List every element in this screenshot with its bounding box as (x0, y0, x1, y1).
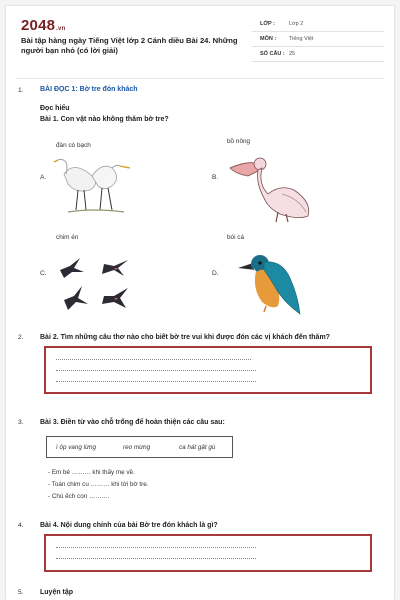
question-number: 3. (18, 419, 24, 426)
site-logo[interactable]: 2048.vn (21, 17, 66, 34)
option-c-label: chim én (56, 234, 79, 241)
question-text: Bài 4. Nội dung chính của bài Bờ tre đón khách là gì? (40, 522, 218, 529)
section-title[interactable]: BÀI ĐỌC 1: Bờ tre đón khách (40, 86, 138, 93)
page-title: Bài tập hàng ngày Tiếng Việt lớp 2 Cánh diều Bài 24. Những người bạn nhỏ (có lời giải) (21, 36, 238, 55)
word-option: ì ộp vang lừng (56, 444, 97, 451)
section-title: Luyện tập (40, 589, 74, 596)
meta-label: LỚP : (260, 21, 275, 27)
word-option: reo mừng (123, 444, 151, 451)
egret-icon (54, 154, 134, 216)
meta-row-count (252, 48, 384, 62)
meta-row-subject (252, 33, 384, 47)
question-text: Bài 3. Điền từ vào chỗ trống để hoàn thiện các câu sau: (40, 419, 225, 426)
meta-label: MÔN : (260, 36, 277, 42)
pelican-icon (228, 154, 320, 224)
meta-value: 25 (289, 51, 296, 57)
option-b-label: bồ nông (227, 138, 251, 145)
option-d-label: bói cá (227, 234, 245, 241)
option-a-label: đàn cò bạch (56, 142, 91, 149)
option-c-letter[interactable]: C. (40, 270, 47, 277)
answer-line (56, 359, 251, 360)
header-divider (16, 78, 384, 79)
answer-line (56, 547, 256, 548)
meta-value: Lớp 2 (289, 21, 304, 27)
question-number: 1. (18, 87, 24, 94)
answer-line (56, 370, 256, 371)
question-text: Bài 1. Con vật nào không thăm bờ tre? (40, 116, 169, 123)
question-number: 4. (18, 522, 24, 529)
question-text: Bài 2. Tìm những câu thơ nào cho biết bờ tre vui khi được đón các vị khách đến thăm? (40, 334, 330, 341)
reading-subtitle: Đọc hiểu (40, 105, 70, 112)
worksheet-page (6, 6, 394, 600)
swallows-icon (58, 256, 132, 312)
meta-row-class (252, 18, 384, 32)
option-b-letter[interactable]: B. (212, 174, 219, 181)
answer-line (56, 558, 256, 559)
fill-sentence: - Chú ếch con ………. (48, 493, 110, 500)
word-bank (46, 436, 233, 458)
answer-line (56, 381, 256, 382)
kingfisher-icon (238, 248, 304, 316)
answer-box[interactable] (44, 534, 372, 572)
option-a-letter[interactable]: A. (40, 174, 47, 181)
question-number: 5. (18, 589, 24, 596)
answer-box[interactable] (44, 346, 372, 394)
option-d-letter[interactable]: D. (212, 270, 219, 277)
meta-value: Tiếng Việt (289, 36, 314, 42)
question-number: 2. (18, 334, 24, 341)
fill-sentence: - Em bé ……… khi thấy mẹ về. (48, 469, 135, 476)
meta-label: SỐ CÂU : (260, 51, 285, 57)
fill-sentence: - Toán chim cu ……… khi tới bờ tre. (48, 481, 149, 488)
word-option: ca hát gật gù (179, 444, 216, 451)
